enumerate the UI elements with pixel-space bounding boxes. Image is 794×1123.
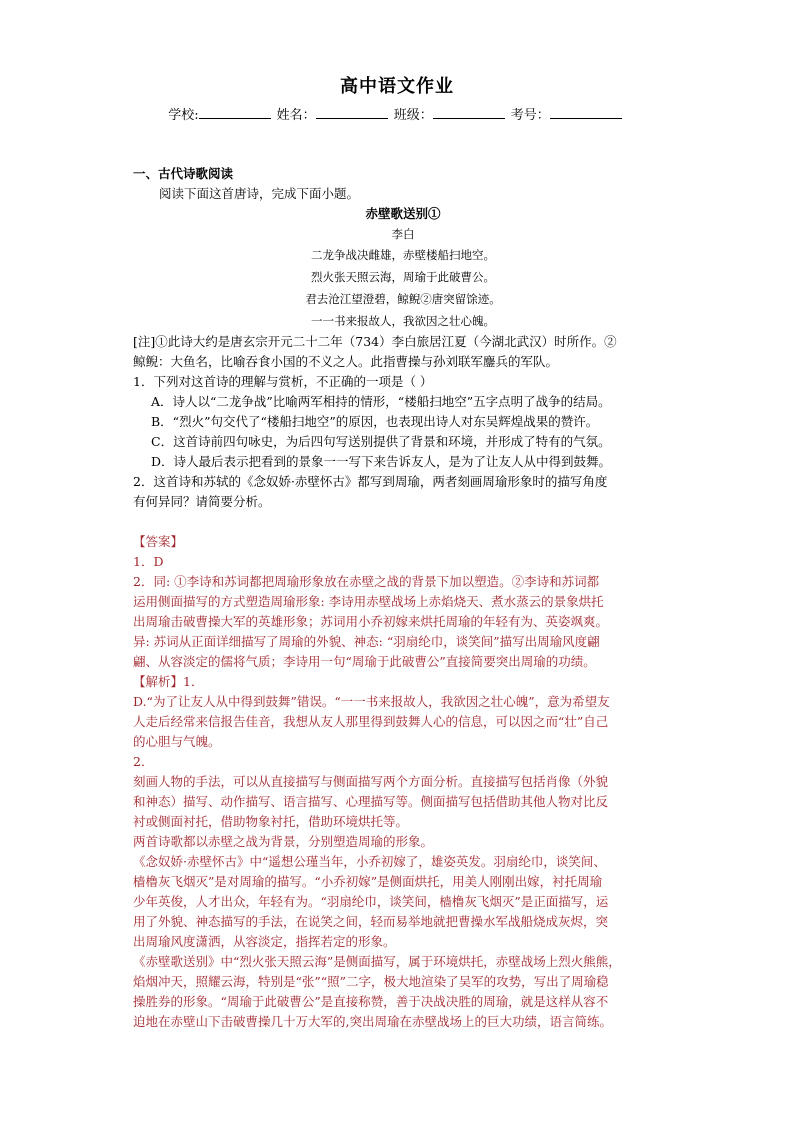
analysis-line: 《赤壁歌送别》中“烈火张天照云海”是侧面描写，属于环境烘托，赤壁战场上烈火熊熊， xyxy=(133,954,621,969)
question-1-option-a: A．诗人以“二龙争战”比喻两军相持的情形，“楼船扫地空”五字点明了战争的结局。 xyxy=(151,394,611,409)
exam-no-blank[interactable] xyxy=(550,105,622,119)
school-blank[interactable] xyxy=(199,105,271,119)
document-body xyxy=(133,164,673,1032)
analysis-line: 樯橹灰飞烟灭”是对周瑜的描写。“小乔初嫁”是侧面烘托，用美人刚刚出嫁，衬托周瑜 xyxy=(133,874,603,889)
analysis-line: 刻画人物的手法，可以从直接描写与侧面描写两个方面分析。直接描写包括肖像（外貌 xyxy=(133,774,609,789)
answer-2-line: 2．同: ①李诗和苏词都把周瑜形象放在赤壁之战的背景下加以塑造。②李诗和苏词都 xyxy=(133,574,600,589)
answer-1: 1．D xyxy=(133,554,164,569)
analysis-line: 少年英俊，人才出众，年轻有为。“羽扇纶巾，谈笑间，樯橹灰飞烟灭”是正面描写，运 xyxy=(133,894,609,909)
analysis-line: 用了外貌、神态描写的手法，在说笑之间，轻而易举地就把曹操水军战船烧成灰烬，突 xyxy=(133,914,609,929)
exam-no-label: 考号： xyxy=(510,108,550,123)
poem-author: 李白 xyxy=(391,227,415,241)
analysis-line: D.“为了让友人从中得到鼓舞”错误。“一一书来报故人，我欲因之壮心魄”，意为希望友 xyxy=(133,694,610,709)
analysis-number-2: 2． xyxy=(133,754,154,769)
question-2-line: 2．这首诗和苏轼的《念奴娇·赤壁怀古》都写到周瑜，两者刻画周瑜形象时的描写角度 xyxy=(133,474,608,489)
question-1: 1．下列对这首诗的理解与赏析，不正确的一项是（ ） xyxy=(133,374,433,389)
spacer xyxy=(133,512,673,532)
analysis-line: 迫地在赤壁山下击破曹操几十万大军的,突出周瑜在赤壁战场上的巨大功绩，语言简练。 xyxy=(133,1014,612,1029)
poem-title: 赤壁歌送别① xyxy=(365,206,441,221)
poem-note-line: 鲸鲵：大鱼名，比喻吞食小国的不义之人。此指曹操与孙刘联军鏖兵的军队。 xyxy=(133,354,559,369)
answer-2-line: 出周瑜击破曹操大军的英雄形象；苏词用小乔初嫁来烘托周瑜的年轻有为、英姿飒爽。 xyxy=(133,614,609,629)
poem-line: 二龙争战决雌雄，赤壁楼船扫地空。 xyxy=(311,248,495,262)
answer-2-line: 翩、从容淡定的儒将气质；李诗用一句“周瑜于此破曹公”直接简要突出周瑜的功绩。 xyxy=(133,654,596,669)
answer-2-line: 异: 苏词从正面详细描写了周瑜的外貌、神态: “羽扇纶巾，谈笑间”描写出周瑜风度翩 xyxy=(133,634,600,649)
answer-heading: 【答案】 xyxy=(133,534,184,549)
question-1-option-c: C．这首诗前四句咏史，为后四句写送别提供了背景和环境，并形成了特有的气氛。 xyxy=(151,434,611,449)
section-heading: 一、古代诗歌阅读 xyxy=(133,166,234,181)
analysis-line: 和神态）描写、动作描写、语言描写、心理描写等。侧面描写包括借助其他人物对比反 xyxy=(133,794,609,809)
analysis-line: 焰烟冲天，照耀云海，特别是“张”“照”二字，极大地渲染了吴军的攻势，写出了周瑜稳 xyxy=(133,974,609,989)
analysis-line: 两首诗歌都以赤壁之战为背景，分别塑造周瑜的形象。 xyxy=(133,834,434,849)
poem-line: 烈火张天照云海，周瑜于此破曹公。 xyxy=(311,270,495,284)
analysis-line: 《念奴娇·赤壁怀古》中“遥想公瑾当年，小乔初嫁了，雄姿英发。羽扇纶巾，谈笑间、 xyxy=(133,854,606,869)
student-info-line xyxy=(0,104,794,123)
answer-2-line: 运用侧面描写的方式塑造周瑜形象: 李诗用赤壁战场上赤焰烧天、煮水蒸云的景象烘托 xyxy=(133,594,604,609)
analysis-line: 操胜券的形象。“周瑜于此破曹公”是直接称赞，善于决战决胜的周瑜，就是这样从容不 xyxy=(133,994,609,1009)
analysis-line: 衬或侧面衬托，借助物象衬托，借助环境烘托等。 xyxy=(133,814,409,829)
poem-line: 君去沧江望澄碧，鲸鲵②唐突留馀迹。 xyxy=(305,292,501,306)
question-2-line: 有何异同？请简要分析。 xyxy=(133,494,271,509)
page-title: 高中语文作业 xyxy=(340,76,454,97)
analysis-line: 的心胆与气魄。 xyxy=(133,734,221,749)
school-label: 学校: xyxy=(168,108,199,123)
poem-line: 一一书来报故人，我欲因之壮心魄。 xyxy=(311,314,495,328)
analysis-heading: 【解析】1． xyxy=(133,674,204,689)
question-1-option-d: D．诗人最后表示把看到的景象一一写下来告诉友人，是为了让友人从中得到鼓舞。 xyxy=(151,454,612,469)
class-label: 班级： xyxy=(393,108,433,123)
section-instruction: 阅读下面这首唐诗，完成下面小题。 xyxy=(159,186,360,201)
name-label: 姓名： xyxy=(276,108,316,123)
class-blank[interactable] xyxy=(433,105,505,119)
poem-note-line: [注]①此诗大约是唐玄宗开元二十二年（734）李白旅居江夏（今湖北武汉）时所作。② xyxy=(133,334,617,349)
analysis-line: 人走后经常来信报告佳音，我想从友人那里得到鼓舞人心的信息，可以因之而“壮”自己 xyxy=(133,714,609,729)
analysis-line: 出周瑜风度潇洒，从容淡定，指挥若定的形象。 xyxy=(133,934,396,949)
name-blank[interactable] xyxy=(316,105,388,119)
question-1-option-b: B．“烈火”句交代了“楼船扫地空”的原因，也表现出诗人对东吴辉煌战果的赞许。 xyxy=(151,414,599,429)
